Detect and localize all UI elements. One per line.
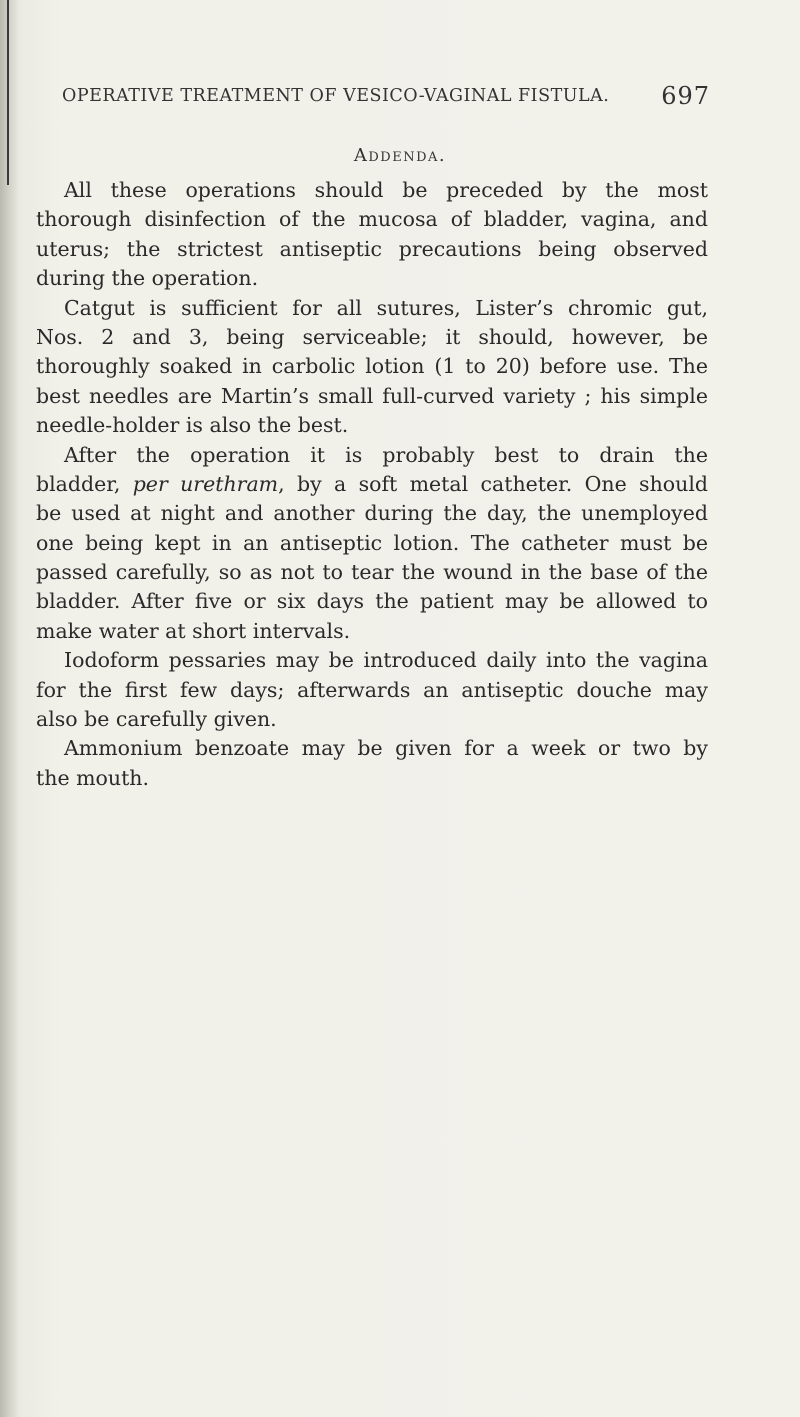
paragraph-1-line-3: uterus; the strictest antiseptic precautions being observed <box>36 236 708 261</box>
paragraph-3-line-5: passed carefully, so as not to tear the wound in the base of the <box>36 560 708 585</box>
page-binding-shadow <box>0 0 18 1417</box>
paragraph-3-line-7: make water at short intervals. <box>36 618 351 643</box>
paragraph-2-line-1: Catgut is sufficient for all sutures, Lister’s chromic gut, <box>64 295 708 320</box>
paragraph-3-line-2 <box>36 470 708 499</box>
running-head-title: OPERATIVE TREATMENT OF VESICO-VAGINAL FISTULA. <box>62 86 610 106</box>
paragraph-3-line-2-suffix: , by a soft metal catheter. One should <box>278 471 709 496</box>
paragraph-2-line-5: needle-holder is also the best. <box>36 413 349 438</box>
paragraph-5-line-1: Ammonium benzoate may be given for a week or two by <box>64 736 708 761</box>
paragraph-3-line-3: be used at night and another during the day, the unemployed <box>36 501 708 526</box>
page-number: 697 <box>661 82 710 110</box>
paragraph-4-line-3: also be carefully given. <box>36 707 277 732</box>
paragraph-4-line-2: for the first few days; afterwards an antiseptic douche may <box>36 677 708 702</box>
paragraph-2-line-4: best needles are Martin’s small full-curved variety ; his simple <box>36 383 708 408</box>
paragraph-2-line-3: thoroughly soaked in carbolic lotion (1 to 20) before use. The <box>36 354 708 379</box>
paragraph-5-line-2: the mouth. <box>36 765 150 790</box>
paragraph-3-line-2-prefix: bladder, <box>36 471 133 496</box>
paragraph-1-line-4: during the operation. <box>36 266 259 291</box>
latin-phrase: per urethram <box>132 471 279 496</box>
paragraph-2-line-2: Nos. 2 and 3, being serviceable; it should, however, be <box>36 324 708 349</box>
paragraph-1-line-2: thorough disinfection of the mucosa of bladder, vagina, and <box>36 207 708 232</box>
section-title: Addenda. <box>353 145 447 166</box>
body-text <box>36 176 708 793</box>
running-head <box>62 82 710 114</box>
paragraph-3-line-4: one being kept in an antiseptic lotion. The catheter must be <box>36 530 708 555</box>
paragraph-4-line-1: Iodoform pessaries may be introduced daily into the vagina <box>64 648 708 673</box>
paragraph-3-line-1: After the operation it is probably best to drain the <box>64 442 708 467</box>
paragraph-3-line-6: bladder. After five or six days the patient may be allowed to <box>36 589 708 614</box>
paragraph-1-line-1: All these operations should be preceded by the most <box>64 178 708 202</box>
